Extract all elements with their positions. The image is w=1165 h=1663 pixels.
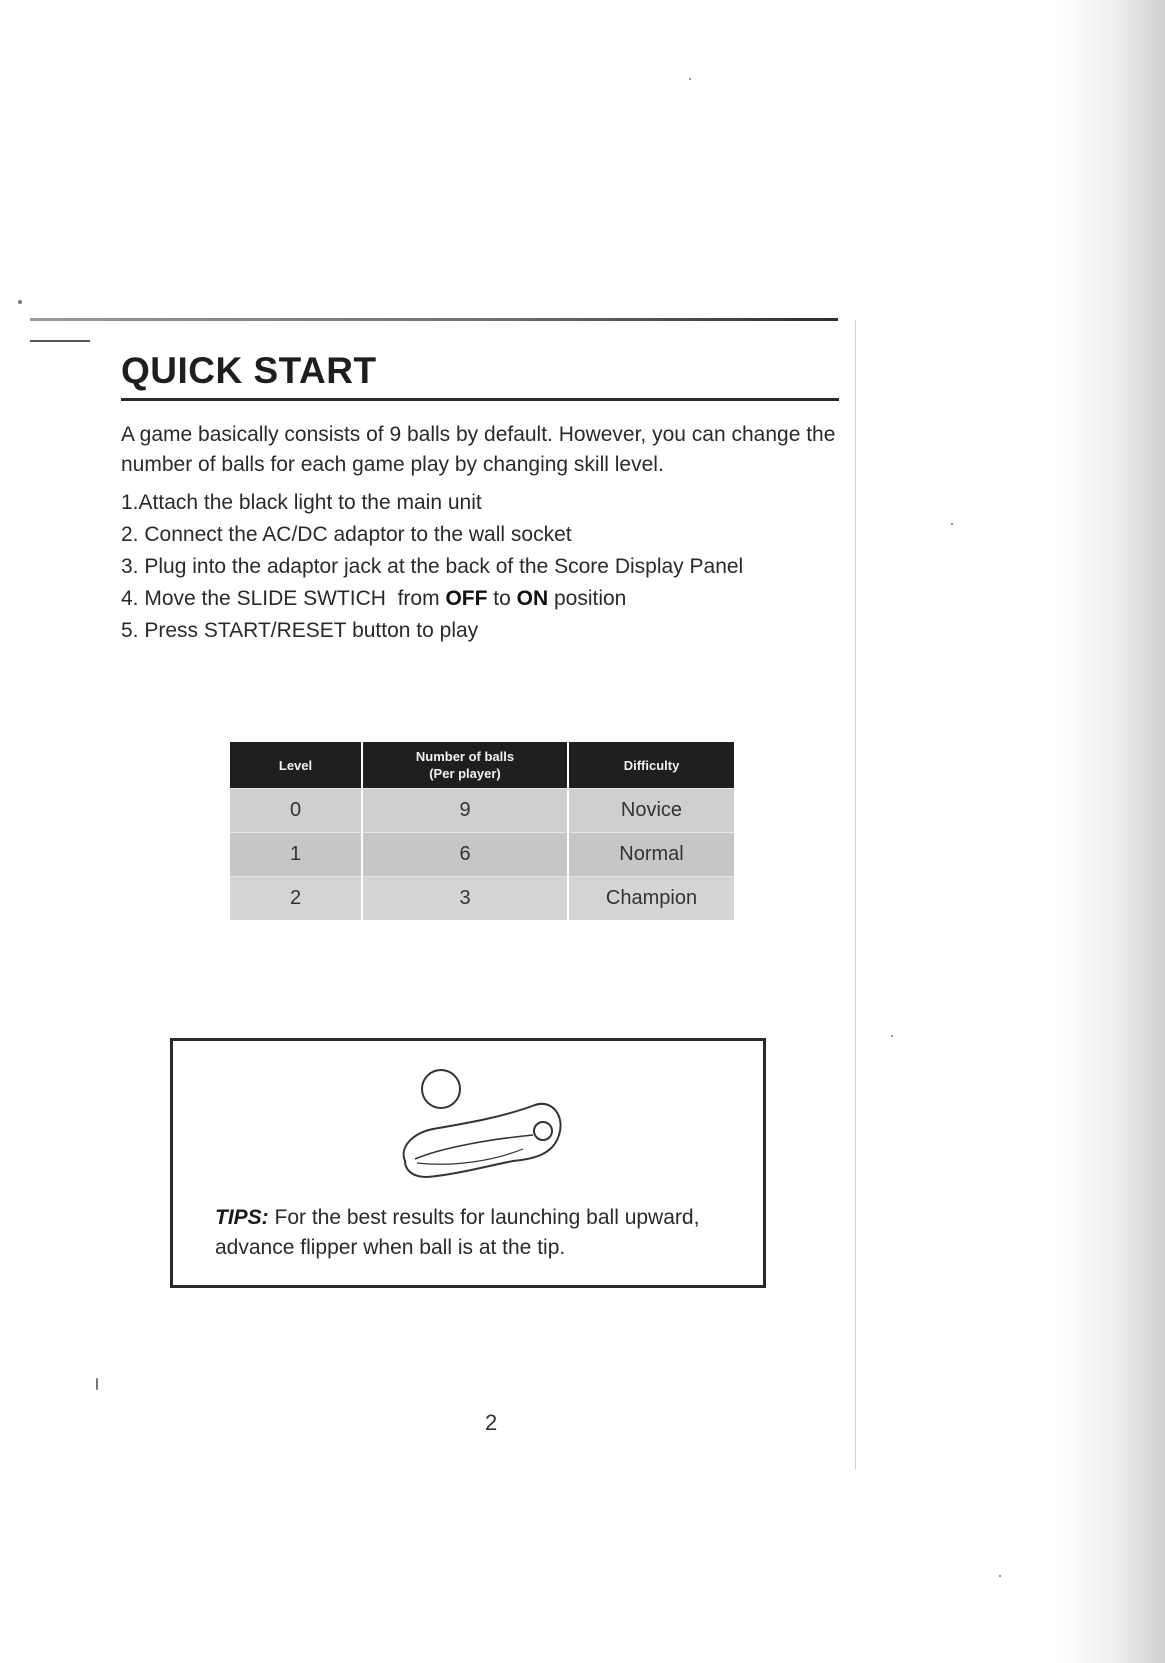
cell-balls: 3 (362, 877, 568, 921)
tips-body: For the best results for launching ball upward, advance flipper when ball is at the tip. (215, 1206, 700, 1259)
header-number-of-balls (362, 742, 568, 789)
step-text-after: position (548, 587, 627, 610)
step-number: 1. (121, 491, 139, 514)
scan-speck (999, 1575, 1001, 1577)
cell-difficulty: Normal (568, 833, 734, 877)
header-level: Level (230, 742, 362, 789)
step-text: Plug into the adaptor jack at the back of the Score Display Panel (144, 555, 744, 578)
step-text-middle: to (487, 587, 517, 610)
table-row (230, 877, 734, 921)
step-number: 2. (121, 523, 139, 546)
step-text: Press START/RESET button to play (144, 619, 479, 642)
table-row (230, 833, 734, 877)
cell-balls: 9 (362, 789, 568, 833)
step-text-before: Move the SLIDE SWTICH from (144, 587, 446, 610)
cell-level: 2 (230, 877, 362, 921)
step-item (121, 615, 743, 647)
step-number: 4. (121, 587, 139, 610)
ball-and-flipper-icon (393, 1063, 563, 1183)
setup-steps-list (121, 487, 743, 647)
table-header-row (230, 742, 734, 789)
cell-level: 0 (230, 789, 362, 833)
step-number: 5. (121, 619, 139, 642)
header-balls-line2: (Per player) (429, 766, 501, 781)
step-keyword-off: OFF (445, 587, 488, 610)
step-item (121, 551, 743, 583)
scan-speck (18, 300, 22, 304)
tips-box (170, 1038, 766, 1288)
header-rule (30, 318, 838, 321)
scan-speck (951, 523, 953, 525)
page-number: 2 (485, 1410, 498, 1435)
cell-balls: 6 (362, 833, 568, 877)
step-text: Attach the black light to the main unit (138, 491, 482, 514)
header-rule-tick (30, 340, 90, 342)
cell-difficulty: Champion (568, 877, 734, 921)
section-title: QUICK START (121, 350, 377, 391)
tips-label: TIPS: (215, 1206, 269, 1229)
step-number: 3. (121, 555, 139, 578)
step-text: Connect the AC/DC adaptor to the wall socket (144, 523, 572, 546)
scan-speck (891, 1035, 893, 1037)
scan-speck (689, 78, 691, 80)
scan-edge-shading (1055, 0, 1165, 1663)
step-item (121, 583, 743, 615)
paper-edge (855, 320, 856, 1470)
cell-difficulty: Novice (568, 789, 734, 833)
step-item (121, 519, 743, 551)
step-keyword-on: ON (516, 587, 549, 610)
skill-level-table (230, 742, 734, 920)
header-balls-line1: Number of balls (415, 749, 515, 764)
title-divider (121, 398, 839, 401)
scan-speck (96, 1378, 98, 1390)
tips-text (215, 1203, 745, 1263)
cell-level: 1 (230, 833, 362, 877)
step-item (121, 487, 743, 519)
table-row (230, 789, 734, 833)
header-difficulty: Difficulty (568, 742, 734, 789)
intro-paragraph: A game basically consists of 9 balls by default. However, you can change the number of balls for each game play by changing skill level. (121, 423, 836, 476)
